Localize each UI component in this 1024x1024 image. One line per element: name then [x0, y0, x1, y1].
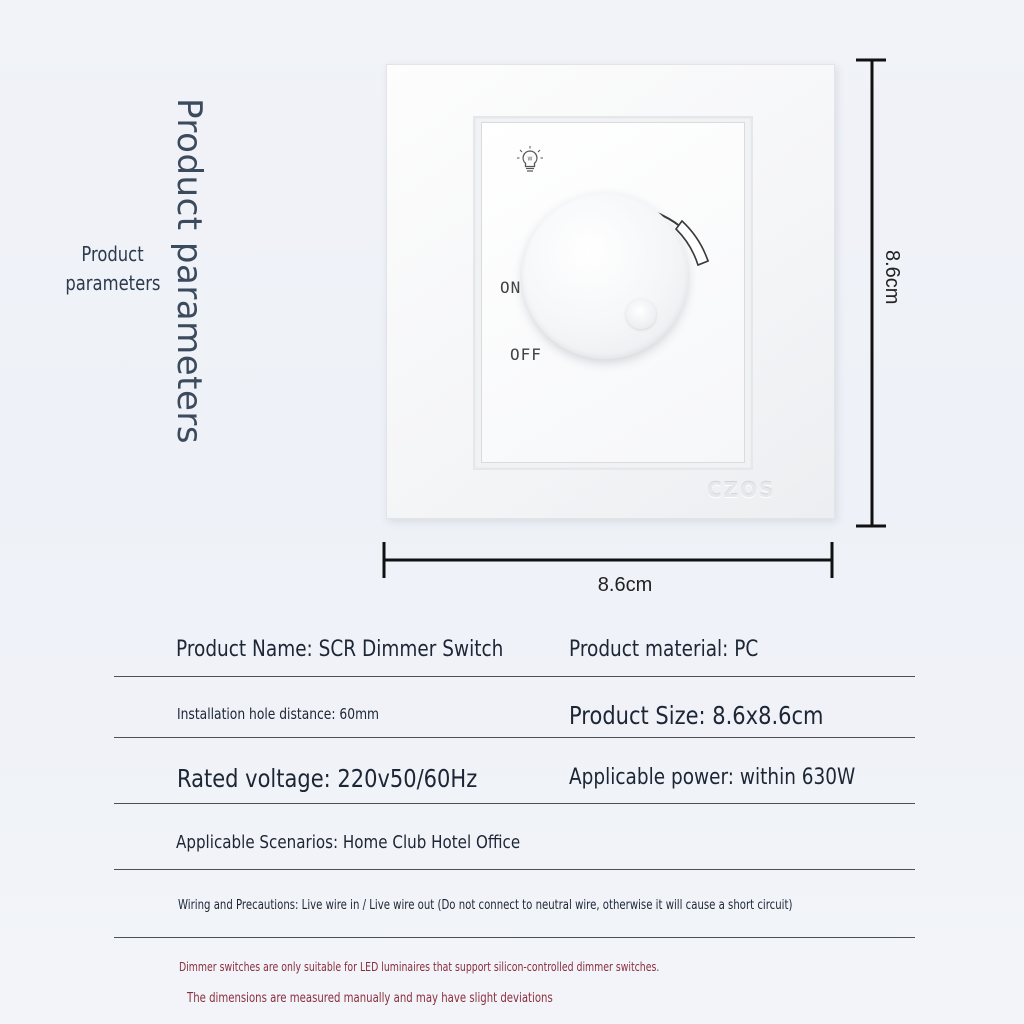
table-divider	[114, 676, 915, 677]
brand-logo: CZOS	[707, 478, 776, 502]
spec-size: Product Size: 8.6x8.6cm	[569, 701, 824, 730]
spec-voltage: Rated voltage: 220v50/60Hz	[177, 764, 478, 793]
spec-power: Applicable power: within 630W	[569, 765, 856, 790]
table-divider	[114, 737, 915, 738]
svg-text:W: W	[527, 156, 533, 163]
dimmer-knob[interactable]	[522, 193, 688, 359]
width-dimension-label: 8.6cm	[597, 574, 653, 596]
table-divider	[114, 869, 915, 870]
spec-hole-distance: Installation hole distance: 60mm	[177, 705, 380, 723]
note-measurement: The dimensions are measured manually and may have slight deviations	[187, 991, 553, 1006]
switch-panel	[481, 122, 745, 463]
note-led-compatibility: Dimmer switches are only suitable for LED luminaires that support silicon-controlled dimmer switches.	[179, 960, 660, 974]
spec-scenarios: Applicable Scenarios: Home Club Hotel Office	[176, 832, 521, 853]
page-title: Product parameters	[169, 98, 209, 445]
spec-material: Product material: PC	[569, 637, 759, 662]
dimmer-switch-image	[386, 64, 835, 519]
label-on: ON	[500, 278, 522, 297]
spec-product-name: Product Name: SCR Dimmer Switch	[176, 637, 504, 662]
spec-wiring: Wiring and Precautions: Live wire in / Live wire out (Do not connect to neutral wire, otherwise it will cause a short circuit)	[178, 898, 793, 913]
switch-frame	[473, 116, 753, 470]
height-dimension-label: 8.6cm	[881, 250, 903, 305]
label-off: OFF	[510, 345, 542, 364]
subtitle: Product parameters	[65, 242, 161, 295]
table-divider	[114, 803, 915, 804]
knob-indicator	[626, 299, 656, 329]
lightbulb-icon	[516, 145, 544, 175]
table-divider	[114, 937, 915, 938]
